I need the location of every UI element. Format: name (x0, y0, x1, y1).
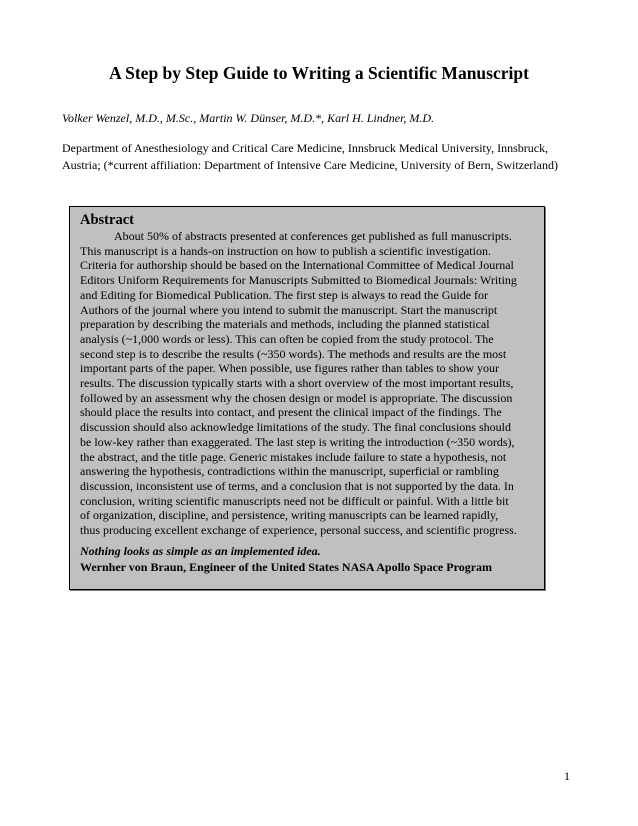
abstract-line: answering the hypothesis, contradictions within the manuscript, superficial or rambling (80, 464, 499, 479)
abstract-body (80, 229, 540, 538)
affiliation-block (62, 140, 582, 174)
abstract-line: of organization, discipline, and persistence, writing manuscripts can be learned rapidly, (80, 508, 499, 523)
abstract-line: This manuscript is a hands-on instruction on how to publish a scientific investigation. (80, 243, 491, 258)
abstract-line: important parts of the paper. When possible, use figures rather than tables to show your (80, 361, 500, 376)
epigraph-quote: Nothing looks as simple as an implemented idea. (80, 544, 321, 558)
abstract-line: be low-key rather than exaggerated. The last step is writing the introduction (~350 words), (80, 434, 515, 449)
page-number: 1 (564, 769, 570, 783)
abstract-line: conclusion, writing scientific manuscripts need not be difficult or painful. With a little bit (80, 493, 509, 508)
abstract-line: analysis (~1,000 words or less). This can often be copied from the study protocol. The (80, 331, 494, 346)
affiliation-line: Department of Anesthesiology and Critical Care Medicine, Innsbruck Medical University, Innsbruck, (62, 141, 549, 155)
abstract-line: second step is to describe the results (~350 words). The methods and results are the most (80, 346, 507, 361)
epigraph (80, 544, 492, 575)
abstract-line: results. The discussion typically starts with a short overview of the most important results, (80, 376, 514, 391)
epigraph-attribution: Wernher von Braun, Engineer of the United States NASA Apollo Space Program (80, 559, 493, 574)
abstract-line: thus producing excellent exchange of experience, personal success, and scientific progress. (80, 523, 517, 538)
abstract-line: and Editing for Biomedical Publication. The first step is always to read the Guide for (80, 287, 489, 302)
abstract-line: the abstract, and the title page. Generic mistakes include failure to state a hypothesis, not (80, 449, 507, 464)
abstract-line: preparation by describing the materials and methods, including the planned statistical (80, 317, 490, 332)
abstract-line: About 50% of abstracts presented at conferences get published as full manuscripts. (114, 229, 512, 243)
abstract-line: Authors of the journal where you intend to submit the manuscript. Start the manuscript (80, 302, 498, 317)
abstract-line: should place the results into contact, and present the clinical impact of the findings. The (80, 405, 502, 420)
abstract-heading: Abstract (80, 212, 134, 228)
affiliation-line: Austria; (*current affiliation: Department of Intensive Care Medicine, University of Bern, Switzerland) (62, 158, 558, 172)
author-list: Volker Wenzel, M.D., M.Sc., Martin W. Dünser, M.D.*, Karl H. Lindner, M.D. (62, 111, 435, 125)
abstract-box (69, 206, 545, 590)
abstract-line: discussion, inconsistent use of terms, and a conclusion that is not supported by the data. In (80, 478, 514, 493)
abstract-line: Editors Uniform Requirements for Manuscripts Submitted to Biomedical Journals: Writing (80, 273, 517, 288)
abstract-line: followed by an assessment why the chosen design or model is appropriate. The discussion (80, 390, 513, 405)
abstract-line: Criteria for authorship should be based on the International Committee of Medical Journal (80, 258, 514, 273)
abstract-line: discussion should also acknowledge limitations of the study. The final conclusions should (80, 420, 511, 435)
paper-title: A Step by Step Guide to Writing a Scientific Manuscript (109, 63, 529, 83)
